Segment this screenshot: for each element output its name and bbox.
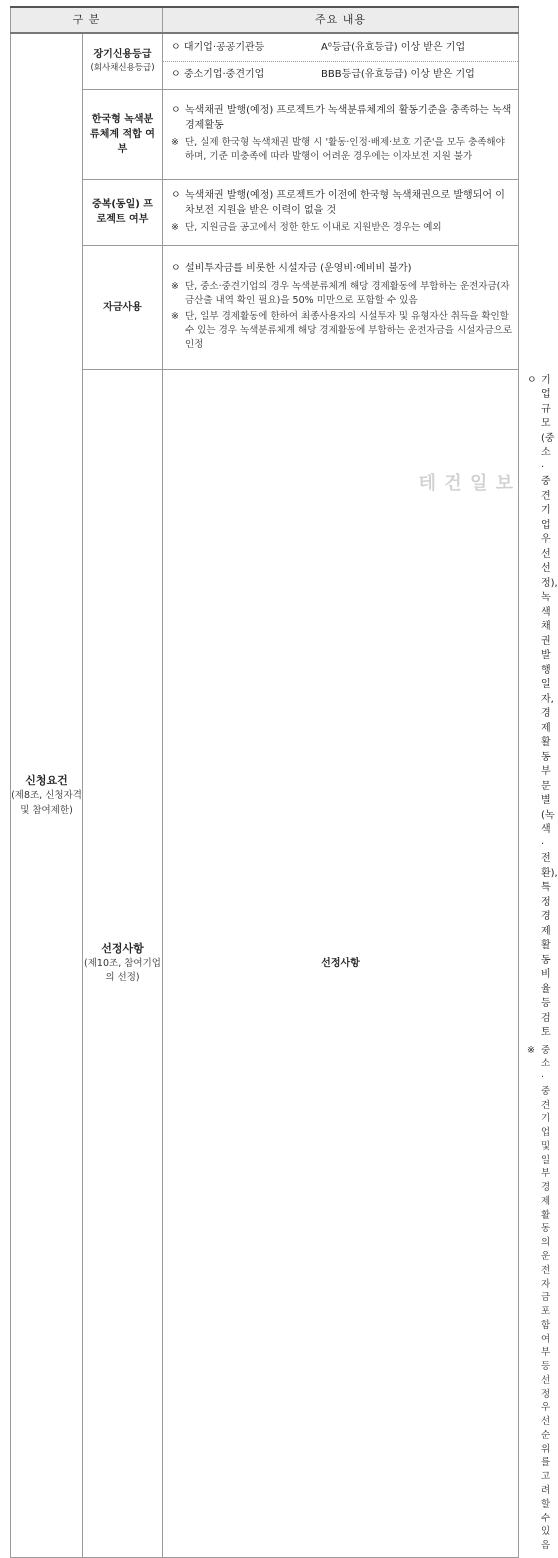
credit-sme-org: 중소기업·중견기업	[183, 68, 265, 80]
header-category: 구 분	[11, 7, 163, 33]
credit-label	[83, 33, 163, 89]
green-note: 단, 실제 한국형 녹색채권 발행 시 '활동·인정·배제·보호 기준'을 모두 충족해야 하며, 기준 미충족에 따라 발행이 어려운 경우에는 이자보전 지원 불가	[185, 137, 505, 162]
green-item: 녹색채권 발행(예정) 프로젝트가 녹색분류체계의 활동기준을 충족하는 녹색경제활동	[185, 105, 512, 131]
note-marker: ※	[171, 311, 179, 323]
fund-content	[163, 245, 519, 369]
row-credit-rating	[11, 33, 519, 89]
group-selection-title: 선정사항	[101, 941, 144, 955]
note-marker: ※	[527, 1044, 535, 1056]
fund-note-1: 단, 중소·중견기업의 경우 녹색분류체계 해당 경제활동에 부합하는 운전자금(자금산출 내역 확인 필요)을 50% 미만으로 포함할 수 있음	[185, 280, 510, 306]
dup-item: 녹색채권 발행(예정) 프로젝트가 이전에 한국형 녹색채권으로 발행되어 이차보전 지원을 받은 이력이 없을 것	[185, 190, 505, 216]
group-apply-sub: (제8조, 신청자격 및 참여제한)	[11, 790, 82, 816]
credit-subtitle: (회사채신용등급)	[90, 63, 155, 74]
credit-large-req: A⁰등급(유효등급) 이상 받은 기업	[321, 41, 466, 53]
select-note: 중소·중견기업 및 일부 경제활동의 운전자금 포함 여부 등 선정 우선 순위를 고려할 수 있음	[541, 1044, 551, 1552]
credit-sme-req: BBB등급(유효등급) 이상 받은 기업	[321, 68, 475, 80]
dup-note: 단, 지원금을 공고에서 정한 한도 이내로 지원받은 경우는 예외	[185, 222, 442, 234]
group-selection	[83, 369, 163, 1557]
row-fund-usage	[11, 245, 519, 369]
row-duplicate	[11, 179, 519, 245]
dup-content	[163, 179, 519, 245]
table-header	[11, 7, 519, 33]
fund-title: 자금사용	[83, 245, 163, 369]
green-title: 한국형 녹색분류체계 적합 여부	[83, 89, 163, 179]
dup-title: 중복(동일) 프로젝트 여부	[83, 179, 163, 245]
credit-row-large	[163, 35, 518, 61]
row-green-taxonomy	[11, 89, 519, 179]
note-marker: ※	[171, 222, 179, 234]
credit-row-sme	[163, 61, 518, 88]
fund-item: 설비투자금를 비롯한 시설자금 (운영비·예비비 불가)	[185, 263, 412, 275]
fund-note-2: 단, 일부 경제활동에 한하여 최종사용자의 시설투자 및 유형자산 취득을 확인할 수 있는 경우 녹색분류체계 해당 경제활동에 부합하는 운전자금을 시설자금으로 인정	[185, 311, 513, 350]
watermark-logo: 테 건 일 보	[418, 473, 514, 494]
circle-marker: ㅇ	[171, 190, 181, 202]
circle-marker: ㅇ	[171, 68, 181, 80]
group-apply-title: 신청요건	[25, 773, 68, 787]
green-content	[163, 89, 519, 179]
circle-marker: ㅇ	[171, 263, 181, 275]
header-content: 주요 내용	[163, 7, 519, 33]
requirements-table	[10, 6, 558, 1558]
select-item: 기업규모(중소·중견기업 우선 선정), 녹색채권 발행일자, 경제활동 부문별(녹색·전환), 특정 경제활동 비율 등 검토	[541, 374, 558, 1038]
circle-marker: ㅇ	[527, 374, 537, 386]
credit-content	[163, 33, 519, 89]
note-marker: ※	[171, 280, 179, 292]
select-title: 선정사항	[163, 369, 519, 1557]
group-selection-sub: (제10조, 참여기업의 선정)	[84, 958, 161, 984]
credit-title: 장기신용등급	[93, 49, 152, 61]
circle-marker: ㅇ	[171, 41, 181, 53]
group-apply	[11, 33, 83, 1557]
note-marker: ※	[171, 137, 179, 149]
row-selection	[11, 369, 519, 1557]
credit-large-org: 대기업·공공기관등	[183, 41, 265, 53]
circle-marker: ㅇ	[171, 105, 181, 117]
